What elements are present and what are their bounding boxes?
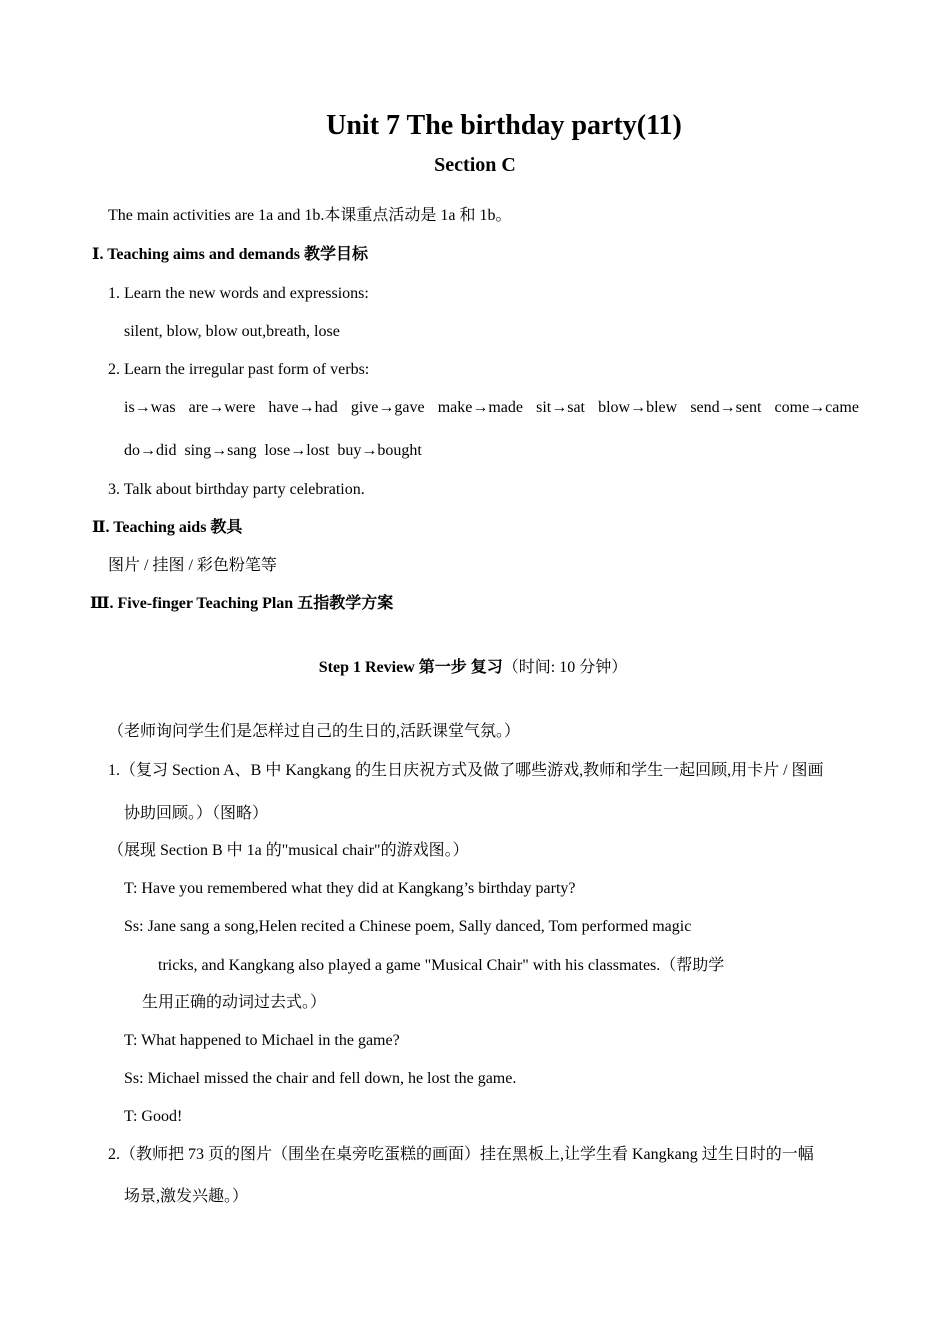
step-1-title: Step 1 Review 第一步 复习: [318, 659, 503, 676]
verb-pair: blow→blew: [598, 399, 678, 416]
verbs-row-1: [124, 398, 859, 418]
verb-pair: is→was: [124, 399, 176, 416]
verb-pair: make→made: [437, 399, 523, 416]
verb-pair: are→were: [188, 399, 256, 416]
page-subtitle: Section C: [434, 154, 516, 176]
dialogue-line: 生用正确的动词过去式。）: [142, 994, 327, 1011]
step-1-heading: [0, 658, 946, 678]
section-1-heading: Ⅰ. Teaching aims and demands 教学目标: [92, 246, 368, 263]
verb-pair: sit→sat: [536, 399, 585, 416]
verb-pair: give→gave: [350, 399, 425, 416]
section-3-heading: Ⅲ. Five-finger Teaching Plan 五指教学方案: [90, 595, 394, 612]
verb-pair: have→had: [268, 399, 338, 416]
paragraph-line: 2.（教师把 73 页的图片（围坐在桌旁吃蛋糕的画面）挂在黑板上,让学生看 Kangkang 过生日时的一幅: [108, 1146, 814, 1163]
dialogue-line: Ss: Michael missed the chair and fell down, he lost the game.: [124, 1070, 517, 1087]
verb-pair: come→came: [774, 399, 859, 416]
verb-pair: lose→lost: [264, 442, 330, 459]
dialogue-line: T: Have you remembered what they did at Kangkang’s birthday party?: [124, 880, 576, 897]
aim-item-3: 3. Talk about birthday party celebration.: [108, 481, 365, 498]
aim-item-2: 2. Learn the irregular past form of verbs:: [108, 361, 370, 378]
teaching-aids-text: 图片 / 挂图 / 彩色粉笔等: [108, 557, 277, 574]
paragraph-line: （展现 Section B 中 1a 的"musical chair"的游戏图。）: [108, 842, 469, 859]
step-1-duration: （时间: 10 分钟）: [502, 659, 628, 676]
dialogue-line: T: Good!: [124, 1108, 183, 1125]
paragraph-line: 1.（复习 Section A、B 中 Kangkang 的生日庆祝方式及做了哪些游戏,教师和学生一起回顾,用卡片 / 图画: [108, 762, 824, 779]
aim-item-1-words: silent, blow, blow out,breath, lose: [124, 323, 340, 340]
intro-text: The main activities are 1a and 1b.本课重点活动是 1a 和 1b。: [108, 207, 512, 224]
verb-pair: send→sent: [690, 399, 762, 416]
aim-item-1: 1. Learn the new words and expressions:: [108, 285, 369, 302]
verb-pair: do→did: [124, 442, 177, 459]
paragraph-line: 场景,激发兴趣。）: [124, 1188, 249, 1205]
dialogue-line: T: What happened to Michael in the game?: [124, 1032, 400, 1049]
dialogue-line: tricks, and Kangkang also played a game "Musical Chair" with his classmates.（帮助学: [158, 957, 725, 974]
section-2-heading: Ⅱ. Teaching aids 教具: [92, 519, 243, 536]
paragraph-line: 协助回顾。）（图略）: [124, 805, 269, 822]
dialogue-line: Ss: Jane sang a song,Helen recited a Chinese poem, Sally danced, Tom performed magic: [124, 918, 692, 935]
verbs-row-2: [124, 441, 422, 461]
verb-pair: sing→sang: [184, 442, 257, 459]
paragraph-line: （老师询问学生们是怎样过自己的生日的,活跃课堂气氛。）: [108, 723, 521, 740]
page-title: Unit 7 The birthday party(11): [326, 110, 682, 141]
verb-pair: buy→bought: [337, 442, 422, 459]
